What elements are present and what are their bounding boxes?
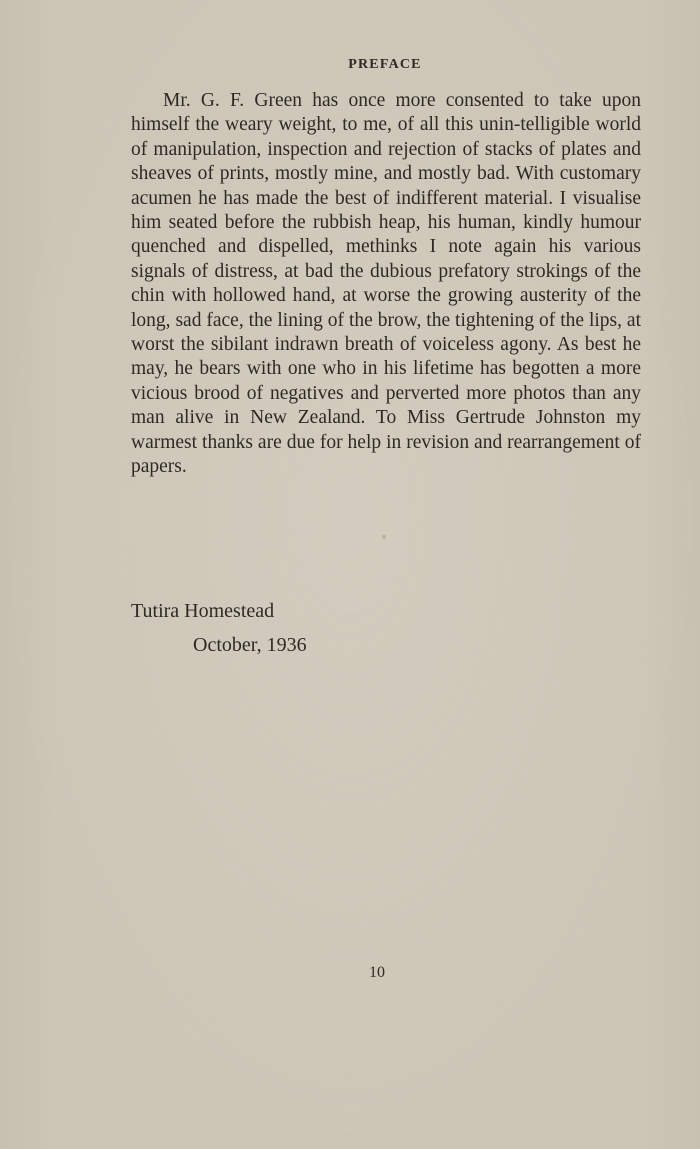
page-number: 10 bbox=[369, 964, 385, 981]
page-heading: PREFACE bbox=[348, 57, 422, 72]
signature-date: October, 1936 bbox=[193, 634, 307, 656]
paper-speck bbox=[382, 535, 386, 539]
signature-place: Tutira Homestead bbox=[131, 600, 275, 622]
preface-paragraph: Mr. G. F. Green has once more consented to take upon himself the weary weight, to me, of all this unin-telligible world of manipulation, inspection and rejection of stacks of plates and sheaves of prints, mostly mine, and mostly bad. With customary acumen he has made the best of indifferent material. I visualise him seated before the rubbish heap, his human, kindly humour quenched and dispelled, methinks I note again his various signals of distress, at bad the dubious prefatory strokings of the chin with hollowed hand, at worse the growing austerity of the long, sad face, the lining of the brow, the tightening of the lips, at worst the sibilant indrawn breath of voiceless agony. As best he may, he bears with one who in his lifetime has begotten a more vicious brood of negatives and perverted more photos than any man alive in New Zealand. To Miss Gertrude Johnston my warmest thanks are due for help in revision and rearrangement of papers. bbox=[131, 90, 641, 478]
